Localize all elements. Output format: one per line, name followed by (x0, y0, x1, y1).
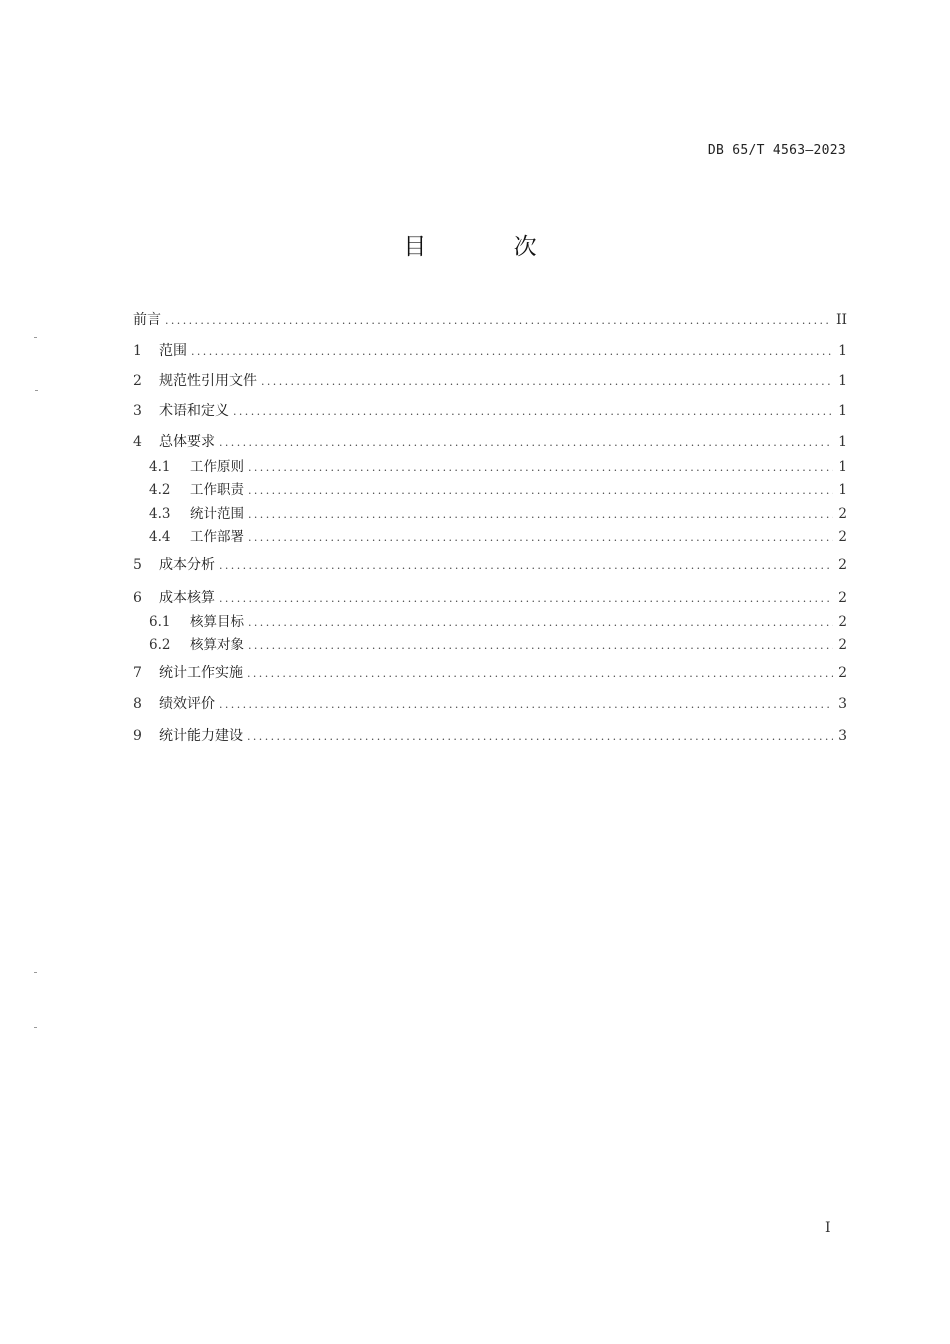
dot-leader (233, 403, 833, 421)
toc-entry-page: 3 (838, 728, 847, 744)
toc-entry-number: 3 (133, 403, 142, 419)
toc-entry-number: 4.2 (149, 482, 171, 498)
toc-entry[interactable] (149, 528, 847, 547)
page-number: I (825, 1220, 831, 1236)
toc-entry-page: 3 (838, 696, 847, 712)
toc-entry[interactable] (133, 556, 847, 575)
toc-entry-label: 前言 (133, 312, 161, 328)
toc-entry[interactable] (133, 311, 847, 330)
toc-entry[interactable] (133, 664, 847, 683)
toc-entry-page: 2 (838, 614, 847, 630)
toc-entry-page: 2 (838, 637, 847, 653)
toc-entry-page: 2 (838, 665, 847, 681)
scan-speck (34, 972, 37, 973)
toc-entry-label: 统计能力建设 (159, 728, 243, 744)
toc-entry-number: 8 (133, 696, 142, 712)
toc-entry-label: 规范性引用文件 (159, 373, 257, 389)
dot-leader (219, 434, 833, 452)
scan-speck (34, 337, 37, 338)
dot-leader (191, 343, 833, 361)
toc-entry[interactable] (149, 636, 847, 655)
toc-entry[interactable] (133, 589, 847, 608)
toc-entry-label: 总体要求 (159, 434, 215, 450)
dot-leader (248, 459, 833, 477)
toc-entry-label: 工作部署 (190, 529, 244, 545)
dot-leader (261, 373, 833, 391)
toc-entry-number: 4.1 (149, 459, 171, 475)
toc-entry[interactable] (149, 613, 847, 632)
toc-entry-page: 1 (838, 343, 847, 359)
toc-entry-number: 2 (133, 373, 142, 389)
toc-entry-page: 2 (838, 590, 847, 606)
toc-entry-number: 9 (133, 728, 142, 744)
toc-entry[interactable] (133, 342, 847, 361)
toc-entry-label: 成本分析 (159, 557, 215, 573)
toc-entry-page: 2 (838, 529, 847, 545)
dot-leader (248, 506, 833, 524)
toc-entry-page: 1 (838, 434, 847, 450)
toc-entry-page: 2 (838, 506, 847, 522)
toc-entry-page: 1 (838, 403, 847, 419)
toc-entry-number: 5 (133, 557, 142, 573)
toc-entry-number: 6.1 (149, 614, 171, 630)
dot-leader (248, 482, 833, 500)
toc-entry-label: 工作原则 (190, 459, 244, 475)
toc-entry[interactable] (133, 695, 847, 714)
dot-leader (165, 312, 832, 330)
toc-entry[interactable] (149, 505, 847, 524)
document-code: DB 65/T 4563—2023 (707, 143, 846, 158)
toc-entry-page: II (835, 312, 847, 328)
toc-entry-label: 成本核算 (159, 590, 215, 606)
dot-leader (247, 665, 833, 683)
toc-entry-label: 工作职责 (190, 482, 244, 498)
toc-entry[interactable] (133, 372, 847, 391)
toc-entry[interactable] (133, 402, 847, 421)
toc-entry-number: 1 (133, 343, 142, 359)
toc-entry-label: 统计工作实施 (159, 665, 243, 681)
toc-entry-label: 核算目标 (190, 614, 244, 630)
toc-entry-page: 1 (838, 373, 847, 389)
toc-entry-label: 术语和定义 (159, 403, 229, 419)
toc-entry-page: 1 (838, 459, 847, 475)
toc-entry-label: 范围 (159, 343, 187, 359)
toc-entry-number: 4.3 (149, 506, 171, 522)
toc-entry-number: 7 (133, 665, 142, 681)
toc-entry-number: 6.2 (149, 637, 171, 653)
dot-leader (219, 557, 833, 575)
toc-entry-label: 统计范围 (190, 506, 244, 522)
toc-entry[interactable] (149, 481, 847, 500)
toc-entry-number: 4 (133, 434, 142, 450)
scan-speck (34, 1027, 37, 1028)
page-title: 目 次 (403, 234, 577, 260)
dot-leader (248, 614, 833, 632)
dot-leader (247, 728, 833, 746)
toc-entry[interactable] (133, 727, 847, 746)
toc-entry-label: 绩效评价 (159, 696, 215, 712)
toc-entry-number: 4.4 (149, 529, 171, 545)
toc-entry-label: 核算对象 (190, 637, 244, 653)
toc-entry-page: 2 (838, 557, 847, 573)
toc-entry-page: 1 (838, 482, 847, 498)
dot-leader (248, 529, 833, 547)
dot-leader (248, 637, 833, 655)
dot-leader (219, 590, 833, 608)
toc-entry-number: 6 (133, 590, 142, 606)
scan-speck (35, 390, 38, 391)
dot-leader (219, 696, 833, 714)
toc-entry[interactable] (133, 433, 847, 452)
toc-entry[interactable] (149, 458, 847, 477)
